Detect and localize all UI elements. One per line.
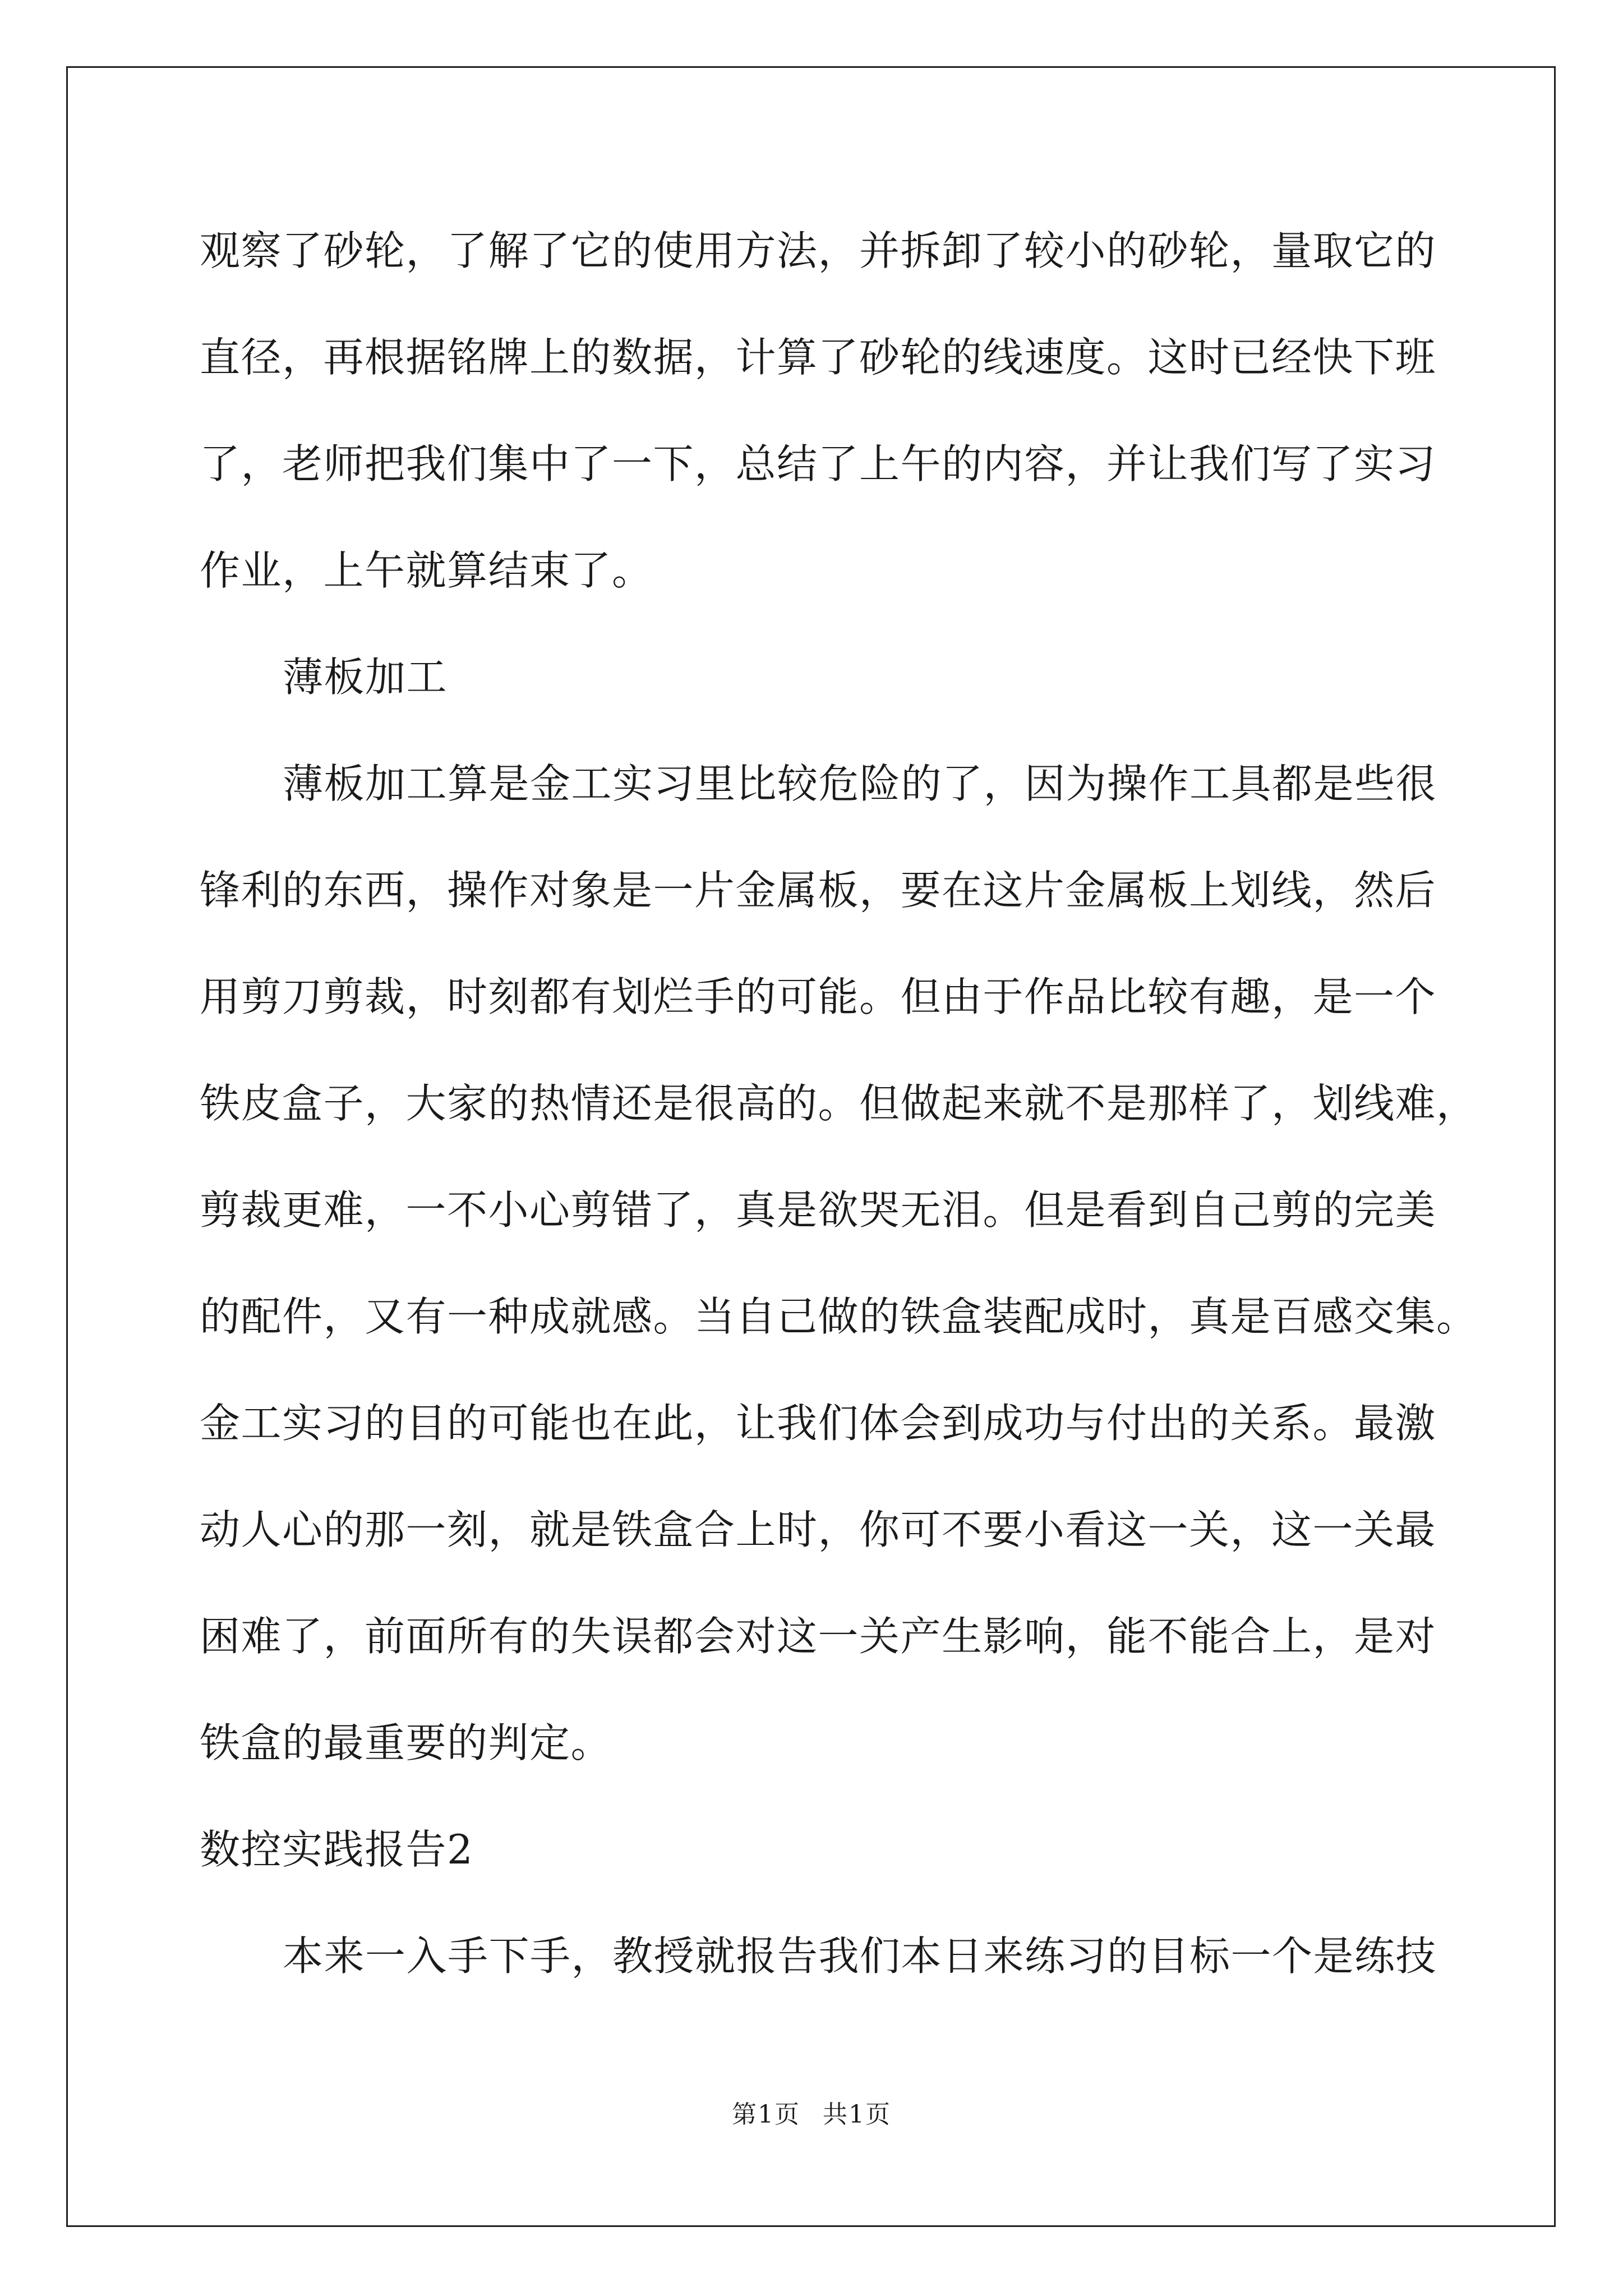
section-heading: 薄板加工 — [283, 654, 448, 701]
document-title: 数控实践报告2 — [200, 1826, 474, 1873]
paragraph-line: 困难了，前面所有的失误都会对这一关产生影响，能不能合上，是对 — [200, 1613, 1437, 1660]
paragraph-line: 直径，再根据铭牌上的数据，计算了砂轮的线速度。这时已经快下班 — [200, 334, 1437, 381]
page-border — [66, 66, 1556, 2227]
page-number: 第1页 — [732, 2100, 800, 2129]
page-total: 共1页 — [823, 2100, 891, 2129]
paragraph-line: 铁盒的最重要的判定。 — [200, 1719, 612, 1766]
paragraph-line: 观察了砂轮，了解了它的使用方法，并拆卸了较小的砂轮，量取它的 — [200, 227, 1437, 274]
paragraph-line: 用剪刀剪裁，时刻都有划烂手的可能。但由于作品比较有趣，是一个 — [200, 973, 1437, 1020]
paragraph-line: 的配件，又有一种成就感。当自己做的铁盒装配成时，真是百感交集。 — [200, 1293, 1478, 1340]
paragraph-line: 金工实习的目的可能也在此，让我们体会到成功与付出的关系。最激 — [200, 1400, 1437, 1447]
paragraph-line: 锋利的东西，操作对象是一片金属板，要在这片金属板上划线，然后 — [200, 867, 1437, 914]
paragraph-line: 本来一入手下手，教授就报告我们本日来练习的目标一个是练技 — [283, 1932, 1437, 1980]
paragraph-line: 薄板加工算是金工实习里比较危险的了，因为操作工具都是些很 — [283, 760, 1437, 807]
paragraph-line: 作业，上午就算结束了。 — [200, 547, 653, 594]
paragraph-line: 剪裁更难，一不小心剪错了，真是欲哭无泪。但是看到自己剪的完美 — [200, 1186, 1437, 1234]
paragraph-line: 铁皮盒子，大家的热情还是很高的。但做起来就不是那样了，划线难， — [200, 1080, 1478, 1127]
page-footer — [0, 2098, 1623, 2132]
paragraph-line: 了，老师把我们集中了一下，总结了上午的内容，并让我们写了实习 — [200, 440, 1437, 487]
paragraph-line: 动人心的那一刻，就是铁盒合上时，你可不要小看这一关，这一关最 — [200, 1506, 1437, 1553]
